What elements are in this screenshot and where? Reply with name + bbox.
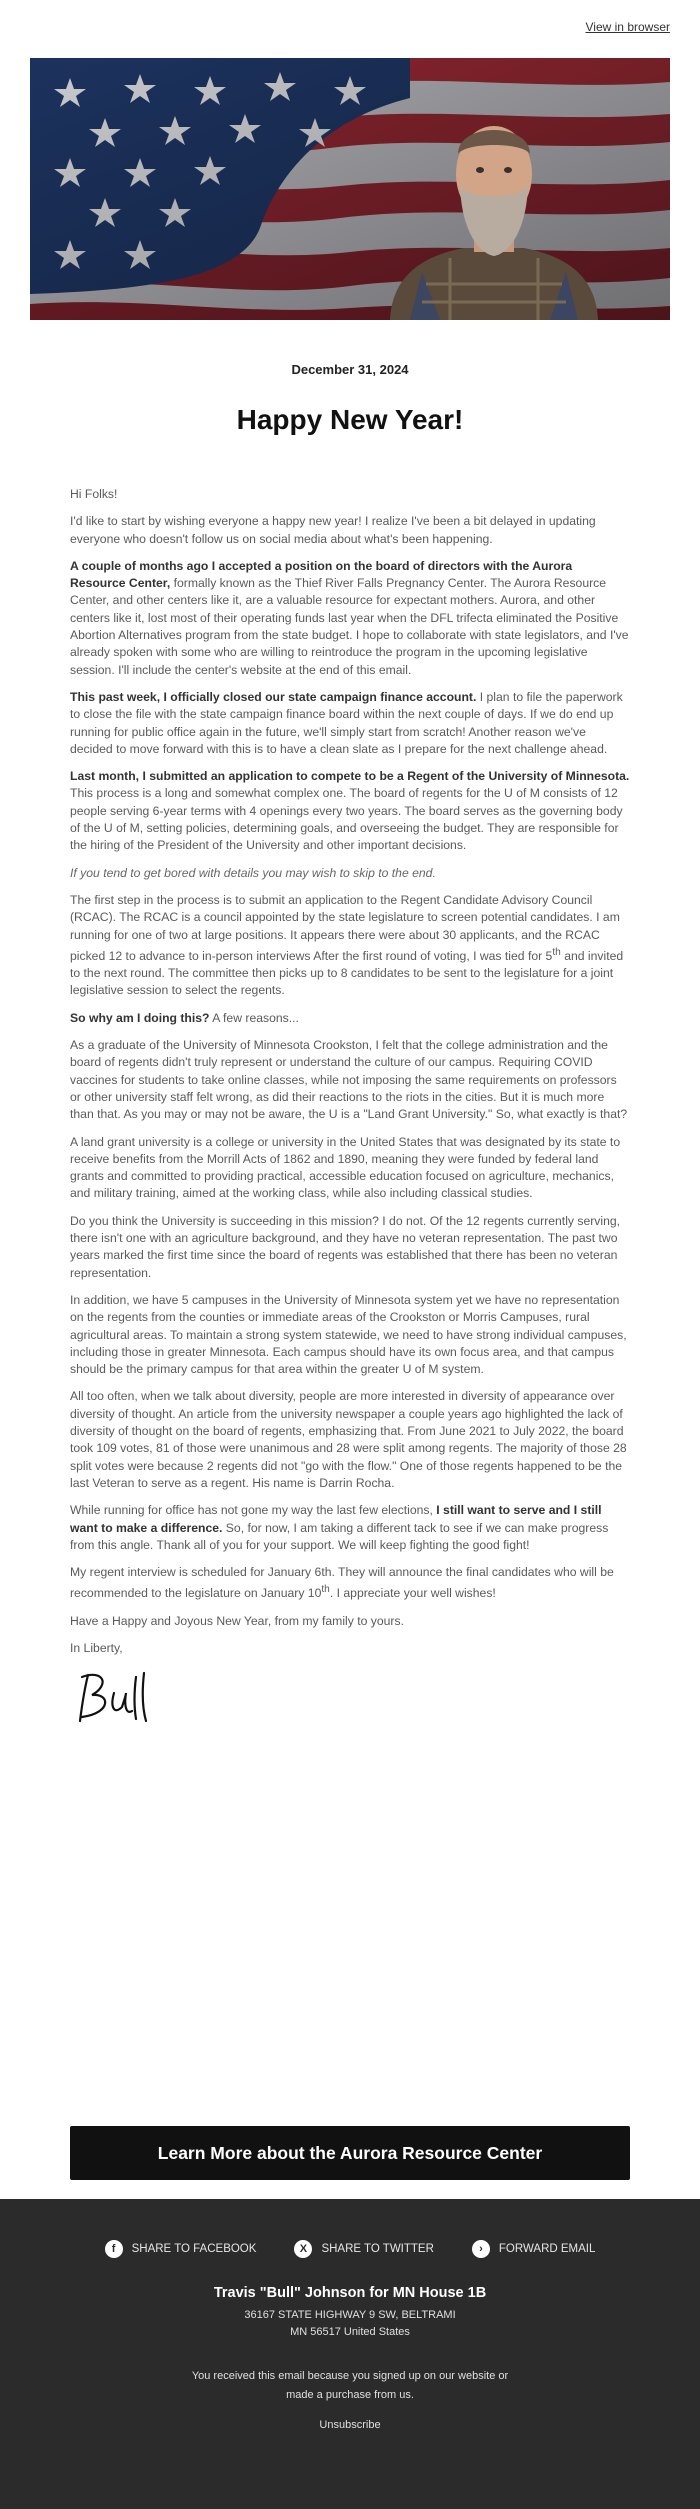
paragraph: Do you think the University is succeeding in this mission? I do not. Of the 12 regents currently serving, there isn't one with an agriculture background, and they have no veteran representation. The past two years marked the first time since the board of regents was established that there has been no veteran representation. (70, 1213, 621, 1280)
superscript: th (321, 1584, 330, 1596)
address-line: 36167 STATE HIGHWAY 9 SW, BELTRAMI (244, 2309, 456, 2321)
share-facebook-link[interactable] (105, 2240, 257, 2258)
newsletter-date: December 31, 2024 (291, 362, 409, 377)
paragraph: I'd like to start by wishing everyone a happy new year! I realize I've been a bit delayed in updating everyone who doesn't follow us on social media about what's been happening. (70, 514, 596, 546)
paragraph-text: My regent interview is scheduled for January 6th. They will announce the final candidates who will be recommended to the legislature on January 10 (70, 1565, 614, 1601)
paragraph-text: A few reasons... (209, 1010, 299, 1025)
sign-off: In Liberty, (70, 1641, 123, 1656)
paragraph: In addition, we have 5 campuses in the University of Minnesota system yet we have no representation on the regents from the counties or immediate areas of the Crookston or Morris Campuses, rural agricultural areas. To maintain a strong system statewide, we need to have strong individual campuses, including those in greater Minnesota. Each campus should have its own focus area, and that campus should be the primary campus for that area within the greater U of M system. (70, 1292, 627, 1377)
paragraph (70, 1010, 630, 1027)
share-facebook-label: SHARE TO FACEBOOK (131, 2243, 257, 2255)
emphasis: Last month, I submitted an application to compete to be a Regent of the University of Minnesota. (70, 769, 630, 784)
paragraph-text: The first step in the process is to submit an application to the Regent Candidate Advisory Council (RCAC). The RCAC is a council appointed by the state legislature to screen potential candidates. I am running for one of two at large positions. It appears there were about 30 applicants, and the RCAC picked 12 to advance to in-person interviews After the first round of voting, I was tied for 5 (70, 892, 620, 963)
learn-more-button[interactable]: Learn More about the Aurora Resource Center (70, 2126, 630, 2180)
paragraph (70, 865, 630, 882)
paragraph-text: I plan to file the paperwork to close the file with the state campaign finance board within the next couple of days. If we do end up running for public office again in the future, we'll simply start from scratch! Another reason we've decided to move forward with this is to have a clean slate as I prepare for the next challenge ahead. (70, 689, 623, 756)
address-line: MN 56517 United States (290, 2326, 410, 2338)
paragraph (70, 1502, 630, 1554)
subscription-notice (0, 2367, 700, 2405)
italic-note: If you tend to get bored with details you may wish to skip to the end. (70, 865, 436, 880)
paragraph-text: . I appreciate your well wishes! (329, 1586, 496, 1601)
signature (70, 1667, 630, 1729)
paragraph (70, 558, 630, 679)
organization-name: Travis "Bull" Johnson for MN House 1B (213, 2285, 487, 2301)
share-twitter-link[interactable] (294, 2240, 433, 2258)
page-title: Happy New Year! (236, 404, 464, 435)
paragraph (70, 689, 630, 758)
paragraph: As a graduate of the University of Minnesota Crookston, I felt that the college administration and the board of regents didn't truly represent or understand the culture of our campus. Requiring COVID vaccines for students to take online classes, while not imposing the same requirements on professors or other university staff felt wrong, as did their reactions to the riots in the cities. But it is much more than that. As you may or may not be aware, the U is a "Land Grant University." So, what exactly is that? (70, 1038, 628, 1122)
letter-body (70, 486, 630, 1729)
top-bar (0, 0, 700, 58)
superscript: th (552, 946, 561, 958)
paragraph (70, 892, 630, 1000)
social-share-bar (0, 2240, 700, 2258)
paragraph-text: formally known as the Thief River Falls Pregnancy Center. The Aurora Resource Center, and other centers like it, are a valuable resource for expectant mothers. Aurora, and other centers like it, lost most of their operating funds last year when the DFL trifecta eliminated the Positive Abortion Alternatives program from the state budget. I hope to collaborate with state legislators, and I've already spoken with some who are willing to reintroduce the program in the upcoming legislative session. I'll include the center's website at the end of this email. (70, 576, 629, 677)
paragraph (70, 768, 630, 854)
emphasis: This past week, I officially closed our state campaign finance account. (70, 689, 477, 704)
notice-line: You received this email because you signed up on our website or (191, 2370, 509, 2382)
emphasis: A couple of months ago I accepted a position on the board of directors with the Aurora Resource Center, (70, 558, 573, 591)
signature-image (70, 1667, 160, 1729)
paragraph: A land grant university is a college or university in the United States that was designated by its state to receive benefits from the Morrill Acts of 1862 and 1890, meaning they were funded by federal land grants and committed to providing practical, accessible education focused on agriculture, mechanics, and military training, aimed at the working class, while also including classical studies. (70, 1134, 621, 1201)
paragraph: Have a Happy and Joyous New Year, from my family to yours. (70, 1613, 404, 1628)
flag-portrait-image (30, 58, 670, 320)
paragraph-text: While running for office has not gone my way the last few elections, (70, 1503, 437, 1518)
hero-image (30, 58, 670, 320)
greeting: Hi Folks! (70, 487, 118, 501)
emphasis: I still want to serve and I still want to make a difference. (70, 1503, 602, 1535)
forward-email-label: FORWARD EMAIL (498, 2243, 596, 2255)
paragraph: All too often, when we talk about diversity, people are more interested in diversity of appearance over diversity of thought. An article from the university newspaper a couple years ago highlighted the lack of diversity of thought on the board of regents, emphasizing that. From June 2021 to July 2022, the board took 109 votes, 81 of those were unanimous and 28 were split among regents. The majority of those 28 split votes were because 2 regents did not "go with the flow." One of those regents happened to be the last Veteran to serve as a regent. His name is Darrin Rocha. (70, 1389, 627, 1490)
unsubscribe-link[interactable]: Unsubscribe (319, 2419, 381, 2431)
share-twitter-label: SHARE TO TWITTER (321, 2243, 434, 2255)
emphasis: So why am I doing this? (70, 1010, 210, 1025)
forward-arrow-icon: › (472, 2240, 490, 2258)
paragraph-text: So, for now, I am taking a different tack to see if we can make progress from this angle. Thank all of you for your support. We will keep fighting the good fight! (70, 1520, 609, 1552)
footer (0, 2199, 700, 2509)
x-twitter-icon: X (294, 2240, 312, 2258)
paragraph-text: and invited to the next round. The committee then picks up to 8 candidates to be sent to the legislature for a joint legislative session to select the regents. (70, 948, 624, 998)
facebook-icon: f (105, 2240, 123, 2258)
paragraph-text: This process is a long and somewhat complex one. The board of regents for the U of M consists of 12 people serving 6-year terms with 4 openings every two years. The board serves as the governing body of the U of M, setting policies, determining goals, and overseeing the budget. They are responsible for the hiring of the President of the University and other important decisions. (70, 786, 623, 853)
view-in-browser-link[interactable]: View in browser (585, 20, 670, 34)
organization-info (0, 2285, 700, 2341)
notice-line: made a purchase from us. (286, 2389, 414, 2401)
forward-email-link[interactable] (472, 2240, 595, 2258)
paragraph (70, 1564, 630, 1603)
